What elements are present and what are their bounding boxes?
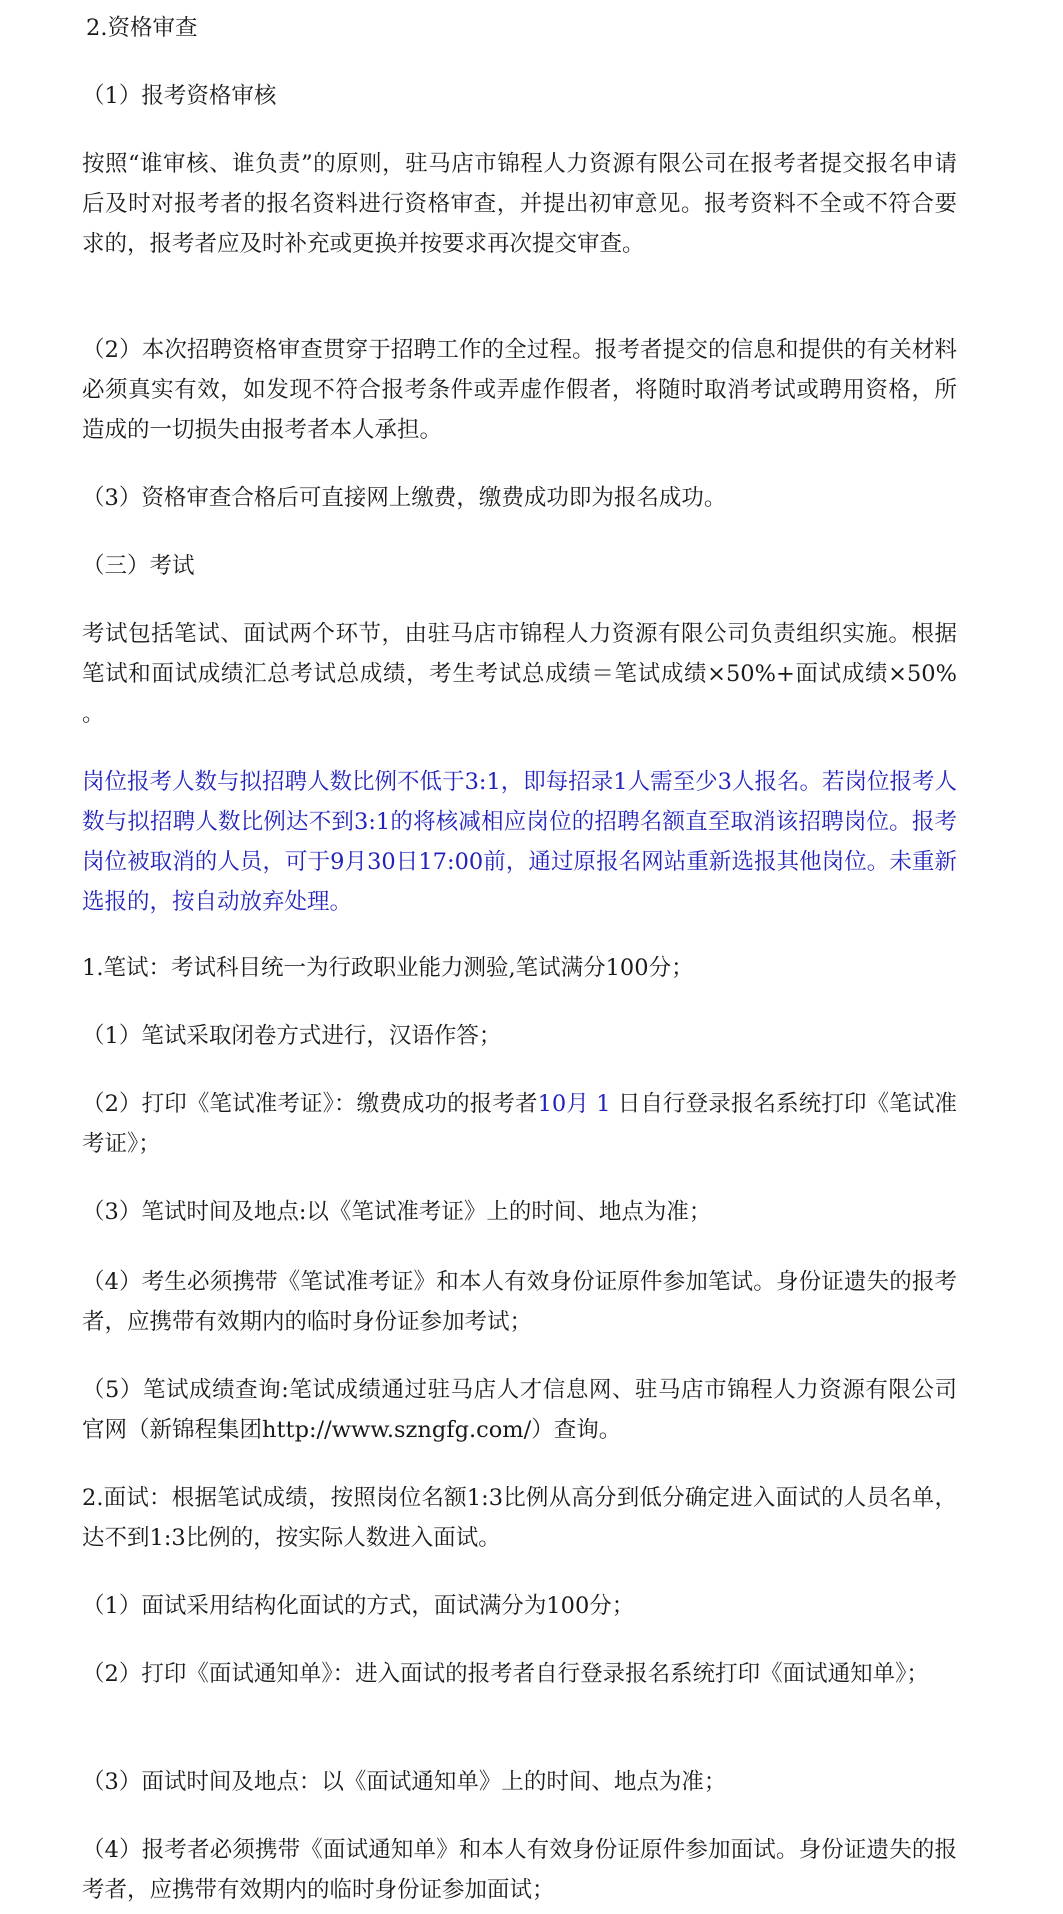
paragraph-review-throughout: （2）本次招聘资格审查贯穿于招聘工作的全过程。报考者提交的信息和提供的有关材料必须真实有效，如发现不符合报考条件或弄虚作假者，将随时取消考试或聘用资格，所造成的一切损失由报考者本人承担。	[82, 337, 957, 443]
paragraph-written-closed-book: （1）笔试采取闭卷方式进行，汉语作答；	[82, 1023, 502, 1049]
paragraph-interview-time-place: （3）面试时间及地点：以《面试通知单》上的时间、地点为准；	[82, 1769, 727, 1795]
paragraph-structured-interview: （1）面试采用结构化面试的方式，面试满分为100分；	[82, 1593, 635, 1619]
section-heading-exam: （三）考试	[82, 553, 195, 579]
heading-interview: 2.面试：根据笔试成绩，按照岗位名额1:3比例从高分到低分确定进入面试的人员名单，达不到1:3比例的，按实际人数进入面试。	[82, 1485, 957, 1551]
paragraph-written-score-query: （5）笔试成绩查询:笔试成绩通过驻马店人才信息网、驻马店市锦程人力资源有限公司官网（新锦程集团http://www.szngfg.com/）查询。	[82, 1377, 957, 1443]
paragraph-online-payment: （3）资格审查合格后可直接网上缴费，缴费成功即为报名成功。	[82, 485, 727, 511]
subheading-qualification-audit: （1）报考资格审核	[82, 83, 277, 109]
section-heading-qualification-review: 2.资格审查	[86, 15, 198, 41]
text-segment: 日自行登录报名系统打印《笔试准考证》；	[82, 1091, 957, 1157]
paragraph-audit-principle: 按照“谁审核、谁负责”的原则，驻马店市锦程人力资源有限公司在报考者提交报名申请后及时对报考者的报名资料进行资格审查，并提出初审意见。报考资料不全或不符合要求的，报考者应及时补充或更换并按要求再次提交审查。	[82, 151, 957, 257]
heading-written-exam: 1.笔试：考试科目统一为行政职业能力测验,笔试满分100分；	[82, 955, 694, 981]
paragraph-print-interview-notice: （2）打印《面试通知单》：进入面试的报考者自行登录报名系统打印《面试通知单》；	[82, 1661, 929, 1687]
date-highlight: 10月 1	[537, 1091, 611, 1117]
paragraph-print-admission-ticket	[82, 1084, 957, 1164]
paragraph-written-id-required: （4）考生必须携带《笔试准考证》和本人有效身份证原件参加笔试。身份证遗失的报考者，应携带有效期内的临时身份证参加考试；	[82, 1269, 957, 1335]
paragraph-written-time-place: （3）笔试时间及地点:以《笔试准考证》上的时间、地点为准；	[82, 1199, 712, 1225]
paragraph-interview-id-required: （4）报考者必须携带《面试通知单》和本人有效身份证原件参加面试。身份证遗失的报考者，应携带有效期内的临时身份证参加面试；	[82, 1837, 957, 1903]
paragraph-ratio-requirement: 岗位报考人数与拟招聘人数比例不低于3:1，即每招录1人需至少3人报名。若岗位报考人数与拟招聘人数比例达不到3:1的将核减相应岗位的招聘名额直至取消该招聘岗位。报考岗位被取消的人员，可于9月30日17:00前，通过原报名网站重新选报其他岗位。未重新选报的，按自动放弃处理。	[82, 769, 957, 915]
text-segment: （2）打印《笔试准考证》：缴费成功的报考者	[82, 1091, 538, 1117]
paragraph-exam-composition: 考试包括笔试、面试两个环节，由驻马店市锦程人力资源有限公司负责组织实施。根据笔试和面试成绩汇总考试总成绩，考生考试总成绩＝笔试成绩×50%+面试成绩×50% 。	[82, 621, 957, 727]
